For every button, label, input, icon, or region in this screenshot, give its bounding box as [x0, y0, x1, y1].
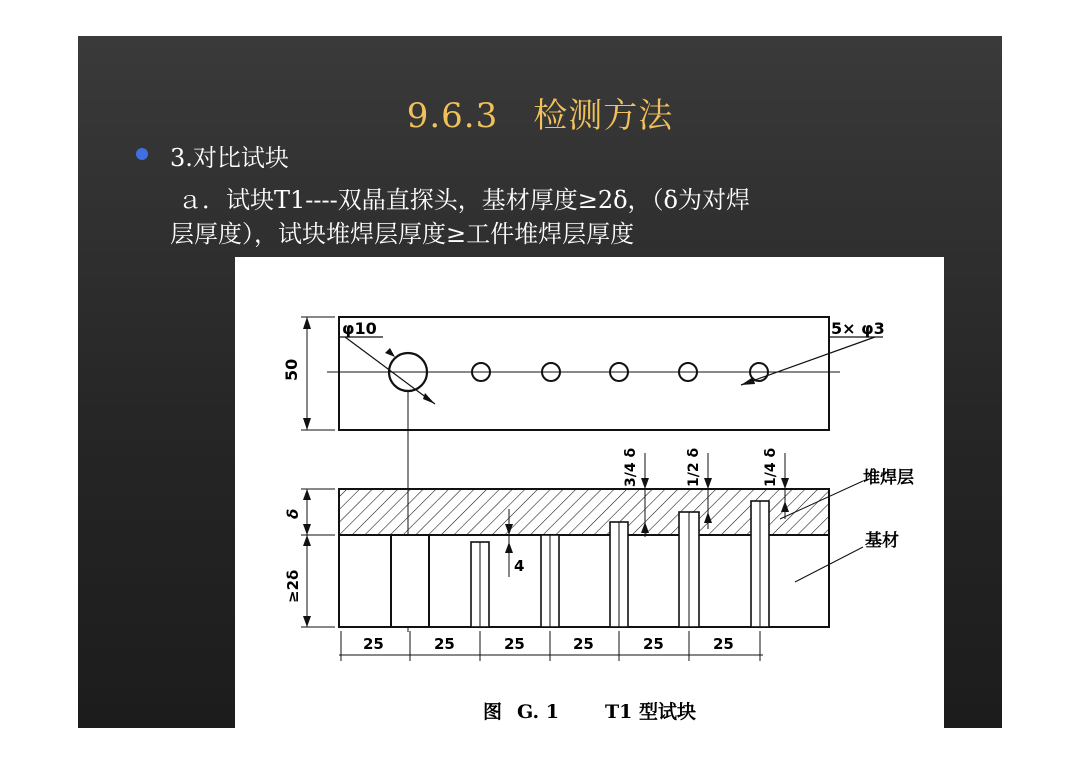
dim-2delta: ≥2δ: [284, 569, 302, 603]
dim-delta: δ: [284, 508, 302, 519]
phi10-label: φ10: [342, 319, 377, 338]
spacing-label: 25: [713, 635, 734, 653]
spacing-label: 25: [643, 635, 664, 653]
bullet-dot-icon: [136, 148, 148, 160]
plan-view-outline: [339, 317, 829, 430]
dim-50: 50: [282, 358, 301, 381]
test-block-drawing: [235, 257, 944, 728]
phi3-leader: [741, 337, 875, 385]
caption-prefix: 图: [483, 701, 503, 723]
bullet-text: 3.对比试块: [170, 144, 289, 172]
caption-name: T1 型试块: [605, 701, 696, 723]
holes-label: 5× φ3: [831, 319, 885, 338]
spacing-label: 25: [434, 635, 455, 653]
overlay-layer-label: 堆焊层: [863, 468, 914, 488]
caption-number: G. 1: [517, 701, 559, 723]
slide-title: 9.6.3 检测方法: [406, 96, 674, 136]
dim-3-4-delta: 3/4 δ: [623, 447, 639, 487]
spacing-label: 25: [363, 635, 384, 653]
description-line-1: ａ．试块T1----双晶直探头，基材厚度≥2δ，（δ为对焊: [178, 186, 750, 214]
spacing-label: 25: [573, 635, 594, 653]
phi10-leader: [345, 337, 435, 404]
spacing-label: 25: [504, 635, 525, 653]
test-block-figure: [235, 257, 944, 728]
dim-4: 4: [514, 557, 525, 575]
description-line-2: 层厚度），试块堆焊层厚度≥工件堆焊层厚度: [170, 220, 635, 248]
dim-1-4-delta: 1/4 δ: [763, 447, 779, 487]
arrow-icon: [423, 393, 435, 404]
base-material-label: 基材: [865, 531, 899, 551]
dim-1-2-delta: 1/2 δ: [686, 447, 702, 487]
arrow-icon: [385, 348, 395, 357]
